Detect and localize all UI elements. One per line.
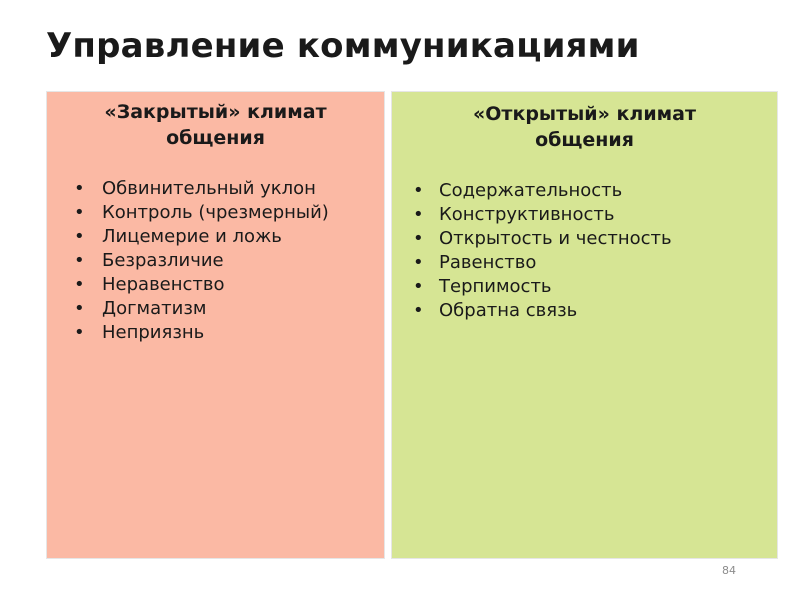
list-item	[47, 297, 384, 321]
bullet-icon: •	[413, 180, 424, 201]
list-item	[47, 321, 384, 345]
bullet-icon: •	[74, 226, 85, 247]
bullet-icon: •	[413, 252, 424, 273]
list-item-text: Содержательность	[439, 180, 623, 201]
bullet-icon: •	[74, 250, 85, 271]
open-climate-heading: «Открытый» климат общения	[473, 103, 696, 151]
page-number: 84	[722, 564, 736, 577]
list-item	[392, 227, 777, 251]
list-item-text: Равенство	[439, 252, 537, 273]
list-item	[47, 225, 384, 249]
closed-climate-list	[47, 177, 384, 345]
list-item-text: Неприязнь	[102, 322, 205, 343]
list-item-text: Лицемерие и ложь	[102, 226, 282, 247]
list-item-text: Обвинительный уклон	[102, 178, 316, 199]
list-item-text: Контроль (чрезмерный)	[102, 202, 329, 223]
open-climate-panel	[391, 91, 778, 559]
bullet-icon: •	[74, 178, 85, 199]
closed-climate-panel	[46, 91, 385, 559]
bullet-icon: •	[74, 322, 85, 343]
list-item	[47, 177, 384, 201]
open-climate-list	[392, 179, 777, 323]
bullet-icon: •	[74, 298, 85, 319]
bullet-icon: •	[413, 228, 424, 249]
list-item-text: Конструктивность	[439, 204, 615, 225]
bullet-icon: •	[413, 300, 424, 321]
bullet-icon: •	[74, 274, 85, 295]
list-item	[392, 179, 777, 203]
slide-title: Управление коммуникациями	[46, 26, 640, 66]
list-item	[392, 203, 777, 227]
list-item	[47, 201, 384, 225]
list-item-text: Обратна связь	[439, 300, 578, 321]
list-item	[47, 273, 384, 297]
bullet-icon: •	[74, 202, 85, 223]
bullet-icon: •	[413, 204, 424, 225]
list-item-text: Открытость и честность	[439, 228, 672, 249]
bullet-icon: •	[413, 276, 424, 297]
list-item-text: Безразличие	[102, 250, 224, 271]
list-item	[392, 251, 777, 275]
list-item-text: Терпимость	[439, 276, 552, 297]
closed-climate-heading: «Закрытый» климат общения	[104, 101, 327, 149]
list-item	[47, 249, 384, 273]
list-item	[392, 299, 777, 323]
list-item-text: Неравенство	[102, 274, 225, 295]
list-item	[392, 275, 777, 299]
list-item-text: Догматизм	[102, 298, 207, 319]
